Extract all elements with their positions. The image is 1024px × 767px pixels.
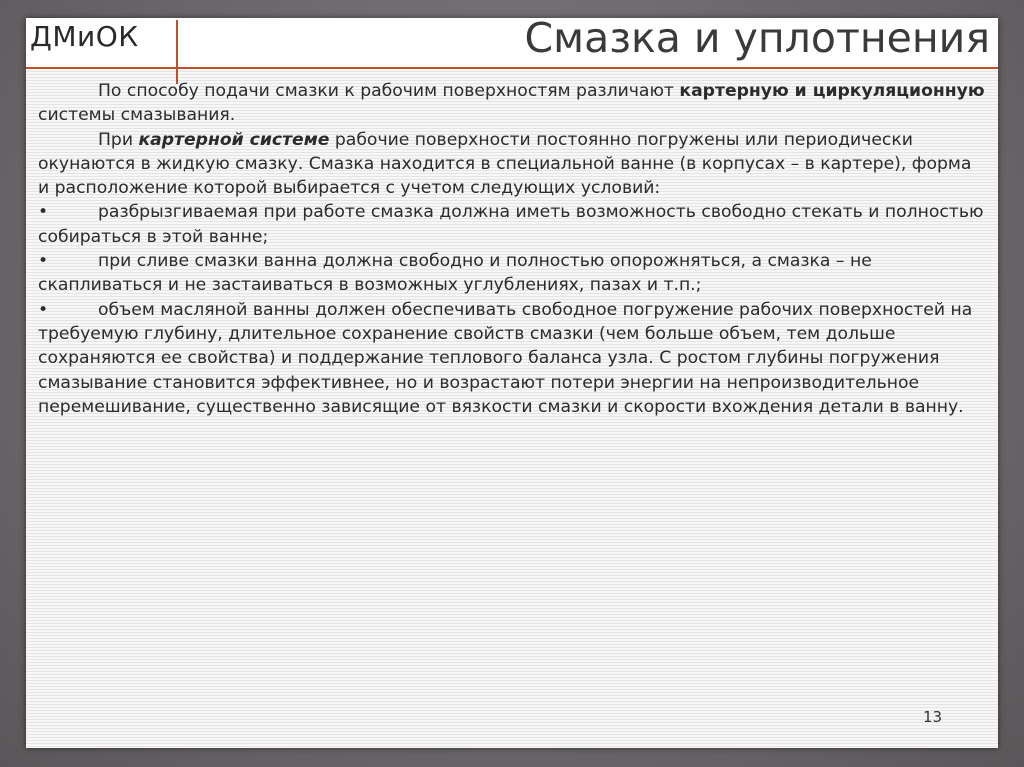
- p2-bold-italic-text: картерной системе: [138, 129, 330, 150]
- header-divider: [176, 20, 178, 84]
- p2-text-start: При: [98, 129, 139, 150]
- course-label: ДМиОК: [30, 20, 139, 53]
- bullet-text: разбрызгиваемая при работе смазка должна иметь возможность свободно стекать и полностью собираться в этой ванне;: [38, 202, 984, 247]
- slide-header: [26, 18, 998, 68]
- bullet-icon: •: [38, 251, 49, 272]
- page-number: 13: [923, 708, 943, 726]
- paragraph-lubrication-methods: [38, 79, 986, 128]
- list-item: [38, 249, 986, 298]
- slide-body: [38, 79, 986, 419]
- bullet-text: объем масляной ванны должен обеспечивать свободное погружение рабочих поверхностей на требуемую глубину, длительное сохранение свойств смазки (чем больше объем, тем дольше сохраняются ее свойства) и поддержание теплового баланса узла. С ростом глубины погружения смазывание становится эффективнее, но и возрастают потери энергии на непроизводительное перемешивание, существенно зависящие от вязкости смазки и скорости вхождения детали в ванну.: [38, 299, 973, 417]
- slide: [26, 18, 998, 748]
- list-item: [38, 200, 986, 249]
- p1-bold-text: картерную и циркуляционную: [679, 81, 985, 101]
- list-item: [38, 298, 986, 419]
- p1-text-start: По способу подачи смазки к рабочим поверхностям различают: [98, 81, 680, 101]
- header-rule: [26, 67, 998, 69]
- bullet-text: при сливе смазки ванна должна свободно и полностью опорожняться, а смазка – не скапливаться и не застаиваться в возможных углублениях, пазах и т.п.;: [38, 251, 872, 296]
- bullet-icon: •: [38, 299, 49, 320]
- p2-text-end: рабочие поверхности постоянно погружены или периодически окунаются в жидкую смазку. Смазка находится в специальной ванне (в корпусах – в картере), форма и расположение которой выбирается с учетом следующих условий:: [38, 129, 972, 199]
- bullet-icon: •: [38, 202, 49, 223]
- paragraph-sump-system: [38, 128, 986, 201]
- p1-text-end: системы смазывания.: [38, 105, 236, 126]
- slide-title: Смазка и уплотнения: [524, 18, 990, 62]
